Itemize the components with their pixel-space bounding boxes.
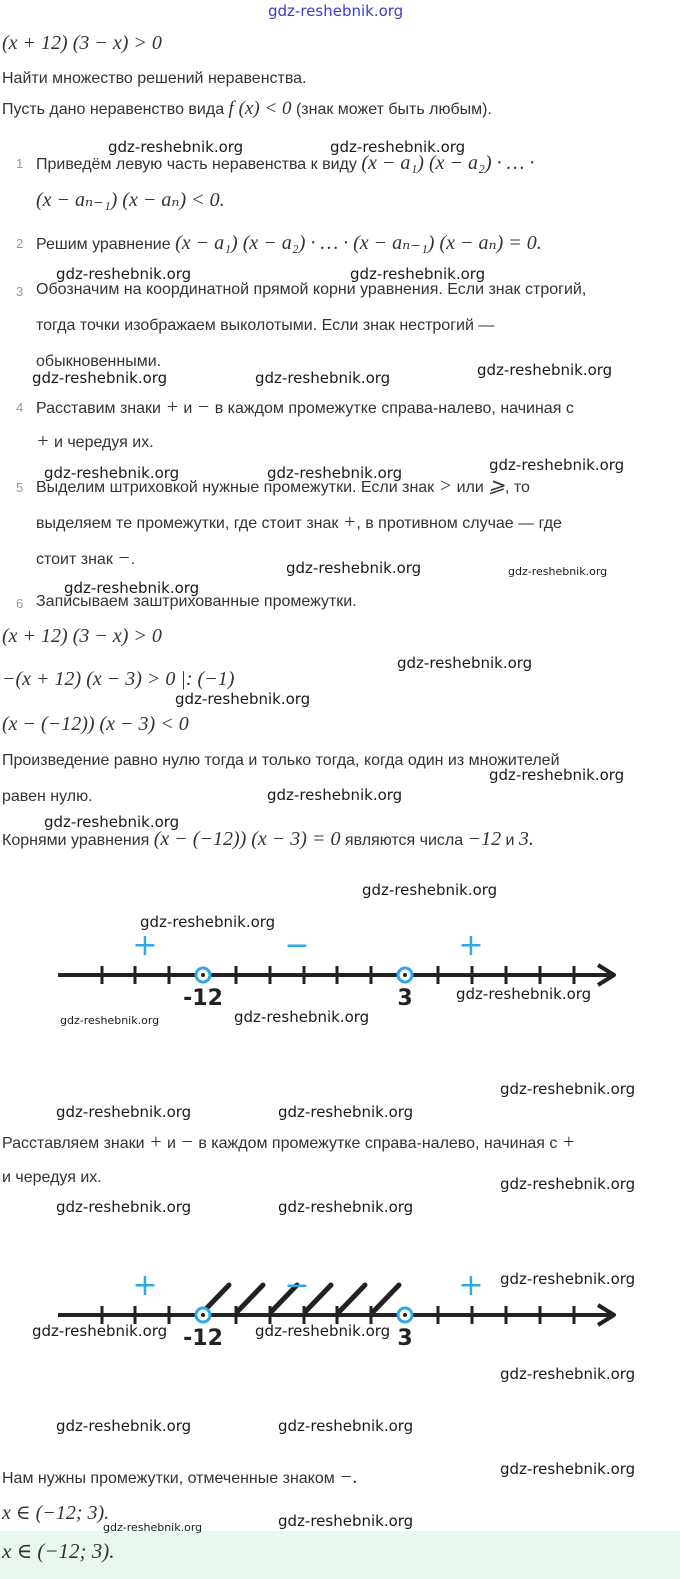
- watermark: gdz-reshebnik.org: [255, 1322, 391, 1340]
- solution-line-3: (x − (−12)) (x − 3) < 0: [2, 713, 189, 735]
- watermark: gdz-reshebnik.org: [255, 369, 391, 387]
- watermark: gdz-reshebnik.org: [56, 265, 192, 283]
- step-3-line-3: обыкновенными.: [36, 353, 162, 370]
- interval-sign: −: [284, 1268, 310, 1303]
- signs-line-1: [2, 1132, 575, 1154]
- given-suffix: (знак может быть любым).: [295, 101, 492, 118]
- hatch-mark: [373, 1285, 399, 1312]
- step-2-math: (x − a₁) (x − a₂) · … · (x − aₙ₋₁) (x − aₙ) = 0.: [175, 232, 542, 254]
- step-1-line-1: [36, 153, 534, 175]
- need-symbol: −.: [339, 1466, 358, 1488]
- step-4-plus-2: +: [36, 430, 50, 452]
- watermark: gdz-reshebnik.org: [397, 654, 533, 672]
- root-2: 3.: [518, 828, 534, 850]
- root-label: 3: [397, 1326, 413, 1351]
- watermark: gdz-reshebnik.org: [267, 464, 403, 482]
- watermark: gdz-reshebnik.org: [500, 1175, 636, 1193]
- given-prefix: Пусть дано неравенство вида: [2, 101, 225, 118]
- root-1: −12: [467, 828, 502, 850]
- step-5-ge: ⩾: [488, 475, 506, 497]
- watermark: gdz-reshebnik.org: [350, 265, 486, 283]
- watermark: gdz-reshebnik.org: [32, 369, 168, 387]
- step-4-line-1: [36, 397, 574, 419]
- watermark: gdz-reshebnik.org: [477, 361, 613, 379]
- root-label: -12: [183, 986, 223, 1011]
- need-text: Нам нужны промежутки, отмеченные знаком: [2, 1470, 335, 1487]
- watermark: gdz-reshebnik.org: [56, 1198, 192, 1216]
- step-number-2: 2: [16, 236, 24, 251]
- step-4-plus: +: [165, 396, 179, 418]
- step-4-minus: −: [196, 396, 211, 418]
- watermark: gdz-reshebnik.org: [456, 985, 592, 1003]
- watermark: gdz-reshebnik.org: [267, 786, 403, 804]
- root-point-center: [403, 973, 407, 977]
- step-6-text: Записываем заштрихованные промежутки.: [36, 593, 357, 610]
- roots-line: [2, 829, 534, 851]
- answer-line: x ∈ (−12; 3).: [2, 1502, 110, 1524]
- step-1-math-a: (x − a₁) (x − a₂) · … ·: [361, 152, 535, 174]
- step-5-line-3: [36, 548, 135, 570]
- root-label: 3: [397, 986, 413, 1011]
- watermark: gdz-reshebnik.org: [108, 138, 244, 156]
- step-number-6: 6: [16, 596, 24, 611]
- root-point-center: [403, 1313, 407, 1317]
- need-intervals-line: [2, 1467, 358, 1489]
- step-5-text-d: выделяем те промежутки, где стоит знак: [36, 515, 339, 532]
- signs-plus: +: [149, 1131, 163, 1153]
- root-label: -12: [183, 1326, 223, 1351]
- step-3-line-1: Обозначим на координатной прямой корни уравнения. Если знак строгий,: [36, 281, 587, 298]
- roots-equation: (x − (−12)) (x − 3) = 0: [153, 828, 341, 850]
- watermark: gdz-reshebnik.org: [278, 1103, 414, 1121]
- watermark: gdz-reshebnik.org: [32, 1322, 168, 1340]
- final-answer-box: [0, 1531, 680, 1579]
- watermark: gdz-reshebnik.org: [56, 1103, 192, 1121]
- signs-text-a: Расставляем знаки: [2, 1135, 145, 1152]
- hatch-mark: [237, 1285, 263, 1312]
- watermark: gdz-reshebnik.org: [362, 881, 498, 899]
- step-5-text-e: , в противном случае — где: [356, 515, 562, 532]
- signs-text-b: и: [166, 1135, 176, 1152]
- step-4-text-c: в каждом промежутке справа-налево, начиная с: [214, 400, 574, 417]
- task-text: Найти множество решений неравенства.: [2, 70, 307, 87]
- step-5-text-a: Выделим штриховкой нужные промежутки. Если знак: [36, 479, 435, 496]
- signs-line-2: и чередуя их.: [2, 1169, 102, 1186]
- watermark: gdz-reshebnik.org: [508, 565, 608, 578]
- step-number-4: 4: [16, 400, 24, 415]
- root-point-center: [201, 1313, 205, 1317]
- watermark: gdz-reshebnik.org: [44, 464, 180, 482]
- watermark: gdz-reshebnik.org: [500, 1365, 636, 1383]
- watermark: gdz-reshebnik.org: [500, 1460, 636, 1478]
- hatch-mark: [339, 1285, 365, 1312]
- watermark: gdz-reshebnik.org: [175, 690, 311, 708]
- signs-text-c: в каждом промежутке справа-налево, начиная с: [198, 1135, 558, 1152]
- step-number-3: 3: [16, 284, 24, 299]
- root-point-center: [201, 973, 205, 977]
- watermark: gdz-reshebnik.org: [330, 138, 466, 156]
- step-3-line-2: тогда точки изображаем выколотыми. Если знак нестрогий —: [36, 317, 495, 334]
- watermark: gdz-reshebnik.org: [278, 1198, 414, 1216]
- watermark: gdz-reshebnik.org: [44, 813, 180, 831]
- watermark: gdz-reshebnik.org: [140, 913, 276, 931]
- solution-line-2: −(x + 12) (x − 3) > 0 |: (−1): [2, 668, 235, 690]
- zero-product-text-2: равен нулю.: [2, 788, 93, 805]
- solution-line-1: (x + 12) (3 − x) > 0: [2, 625, 162, 647]
- watermark: gdz-reshebnik.org: [500, 1270, 636, 1288]
- roots-and: и: [505, 832, 515, 849]
- step-4-text-d: и чередуя их.: [53, 434, 154, 451]
- number-line-1: [0, 920, 680, 1020]
- step-5-line-2: [36, 512, 562, 534]
- step-4-text-a: Расставим знаки: [36, 400, 161, 417]
- interval-sign: +: [132, 928, 158, 963]
- step-1-math-b: (x − aₙ₋₁) (x − aₙ) < 0.: [36, 189, 225, 211]
- zero-product-text-1: Произведение равно нулю тогда и только тогда, когда один из множителей: [2, 752, 560, 769]
- problem-inequality: (x + 12) (3 − x) > 0: [2, 32, 162, 54]
- step-5-gt: >: [438, 475, 453, 497]
- given-math: f (x) < 0: [228, 98, 292, 119]
- watermark-top: gdz-reshebnik.org: [268, 2, 404, 20]
- step-4-text-b: и: [183, 400, 193, 417]
- step-5-text-b: или: [456, 479, 484, 496]
- interval-sign: +: [458, 928, 484, 963]
- step-2-text: Решим уравнение: [36, 236, 171, 253]
- watermark: gdz-reshebnik.org: [234, 1008, 370, 1026]
- watermark: gdz-reshebnik.org: [278, 1417, 414, 1435]
- interval-sign: +: [458, 1268, 484, 1303]
- step-number-1: 1: [16, 156, 24, 171]
- step-5-minus: −: [117, 547, 131, 569]
- interval-sign: −: [284, 928, 310, 963]
- watermark: gdz-reshebnik.org: [489, 766, 625, 784]
- watermark: gdz-reshebnik.org: [60, 1014, 160, 1027]
- watermark: gdz-reshebnik.org: [500, 1080, 636, 1098]
- step-5-text-f: стоит знак: [36, 551, 113, 568]
- watermark: gdz-reshebnik.org: [64, 579, 200, 597]
- roots-prefix: Корнями уравнения: [2, 832, 150, 849]
- step-number-5: 5: [16, 480, 24, 495]
- watermark: gdz-reshebnik.org: [56, 1417, 192, 1435]
- watermark: gdz-reshebnik.org: [286, 559, 422, 577]
- step-5-text-g: .: [130, 551, 136, 568]
- signs-plus-2: +: [561, 1131, 576, 1153]
- final-answer: x ∈ (−12; 3).: [2, 1539, 115, 1563]
- step-2-line: [36, 233, 542, 255]
- step-5-text-c: , то: [505, 479, 530, 496]
- watermark: gdz-reshebnik.org: [489, 456, 625, 474]
- step-4-line-2: [36, 431, 154, 453]
- interval-sign: +: [132, 1268, 158, 1303]
- watermark: gdz-reshebnik.org: [103, 1521, 203, 1534]
- watermark: gdz-reshebnik.org: [278, 1512, 414, 1530]
- step-1-text: Приведём левую часть неравенства к виду: [36, 156, 357, 173]
- given-line: [2, 99, 492, 120]
- signs-minus: −: [180, 1131, 194, 1153]
- roots-mid: являются числа: [344, 832, 464, 849]
- step-5-plus: +: [342, 511, 357, 533]
